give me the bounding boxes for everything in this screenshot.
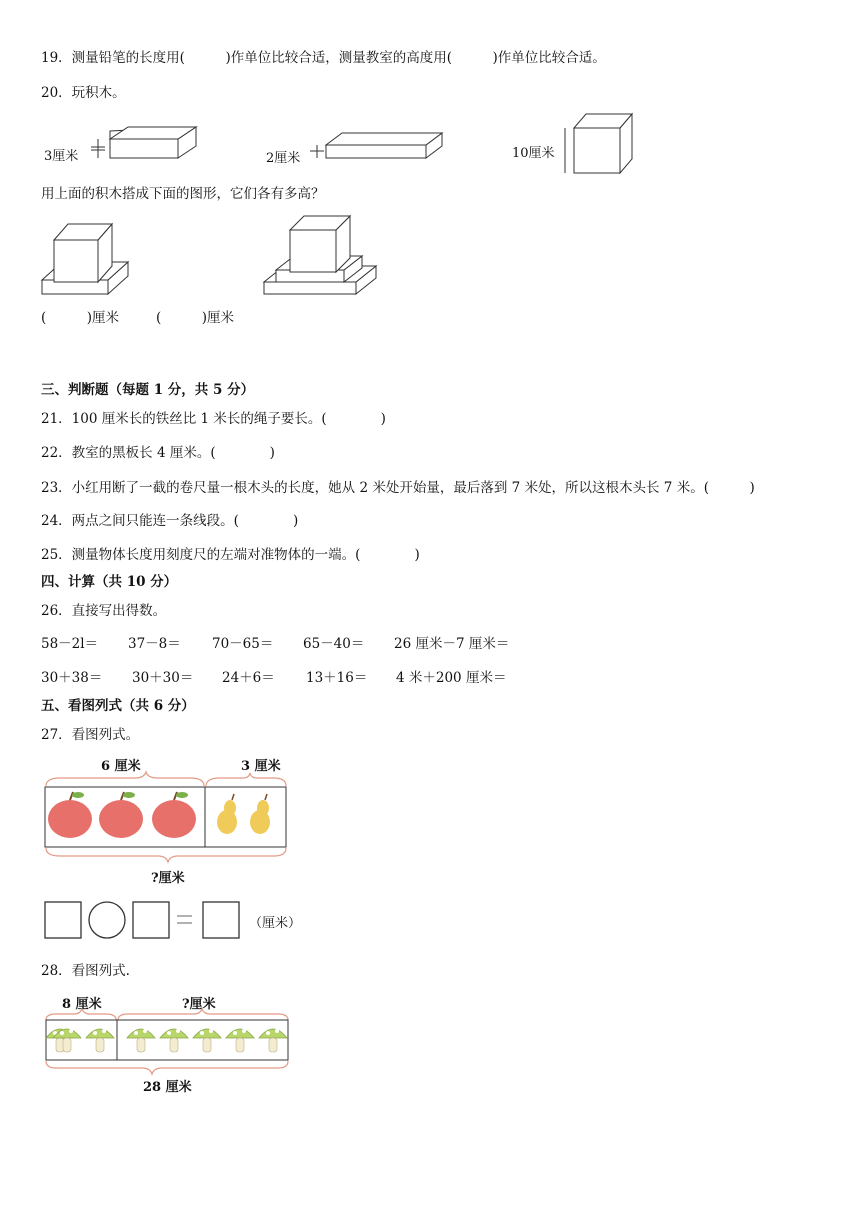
question-22: 22．教室的黑板长 4 厘米。( ) bbox=[41, 445, 275, 461]
stack-figure-1 bbox=[40, 218, 140, 298]
calc-2-5: 4 米＋200 厘米＝ bbox=[396, 670, 507, 686]
q27-answer-boxes bbox=[44, 900, 244, 942]
calc-2-3: 24＋6＝ bbox=[222, 670, 275, 686]
block-b-figure bbox=[306, 128, 446, 168]
question-23: 23．小红用断了一截的卷尺量一根木头的长度，她从 2 米处开始量，最后落到 7 米处，所以这根木头长 7 米。( ) bbox=[41, 480, 755, 496]
calc-1-5: 26 厘米－7 厘米＝ bbox=[394, 636, 510, 652]
calc-1-2: 37－8＝ bbox=[128, 636, 181, 652]
question-27: 27．看图列式。 bbox=[41, 727, 140, 743]
section-5-heading: 五、看图列式（共 6 分） bbox=[41, 698, 195, 714]
operator-circle bbox=[89, 902, 125, 938]
q28-total-length: 28 厘米 bbox=[143, 1080, 192, 1095]
answer-box bbox=[203, 902, 239, 938]
answer-box bbox=[133, 902, 169, 938]
answer-1: ( )厘米 bbox=[41, 310, 120, 326]
q27-unit: （厘米） bbox=[249, 916, 302, 931]
calc-1-3: 70－65＝ bbox=[212, 636, 274, 652]
section-4-heading: 四、计算（共 10 分） bbox=[41, 574, 178, 590]
question-20: 20．玩积木。 bbox=[41, 85, 126, 101]
q27-fruit-diagram bbox=[40, 770, 290, 865]
q28-mushroom-diagram bbox=[42, 1008, 292, 1078]
block-a-figure bbox=[86, 120, 206, 170]
stack-figure-2 bbox=[262, 212, 382, 298]
q27-right-length: 3 厘米 bbox=[241, 759, 281, 774]
section-3-heading: 三、判断题（每题 1 分，共 5 分） bbox=[41, 382, 255, 398]
calc-2-4: 13＋16＝ bbox=[306, 670, 368, 686]
question-25: 25．测量物体长度用刻度尺的左端对准物体的一端。( ) bbox=[41, 547, 420, 563]
q27-total-length: ?厘米 bbox=[151, 871, 185, 886]
block-a-label: 3厘米 bbox=[44, 149, 79, 164]
q27-left-length: 6 厘米 bbox=[101, 759, 141, 774]
block-c-figure bbox=[555, 106, 645, 178]
question-24: 24．两点之间只能连一条线段。( ) bbox=[41, 513, 299, 529]
question-26: 26．直接写出得数。 bbox=[41, 603, 167, 619]
calc-1-4: 65－40＝ bbox=[303, 636, 365, 652]
question-21: 21．100 厘米长的铁丝比 1 米长的绳子要长。( ) bbox=[41, 411, 386, 427]
calc-1-1: 58－2l＝ bbox=[41, 636, 99, 652]
q28-left-length: 8 厘米 bbox=[62, 997, 102, 1012]
block-c-label: 10厘米 bbox=[512, 146, 555, 161]
answer-2: ( )厘米 bbox=[156, 310, 235, 326]
calc-2-1: 30＋38＝ bbox=[41, 670, 103, 686]
q28-right-length: ?厘米 bbox=[182, 997, 216, 1012]
block-b-label: 2厘米 bbox=[266, 151, 301, 166]
question-28: 28．看图列式. bbox=[41, 963, 130, 979]
question-20-prompt: 用上面的积木搭成下面的图形，它们各有多高？ bbox=[41, 186, 325, 202]
calc-2-2: 30＋30＝ bbox=[132, 670, 194, 686]
question-19: 19．测量铅笔的长度用( )作单位比较合适，测量教室的高度用( )作单位比较合适。 bbox=[41, 50, 606, 66]
answer-box bbox=[45, 902, 81, 938]
